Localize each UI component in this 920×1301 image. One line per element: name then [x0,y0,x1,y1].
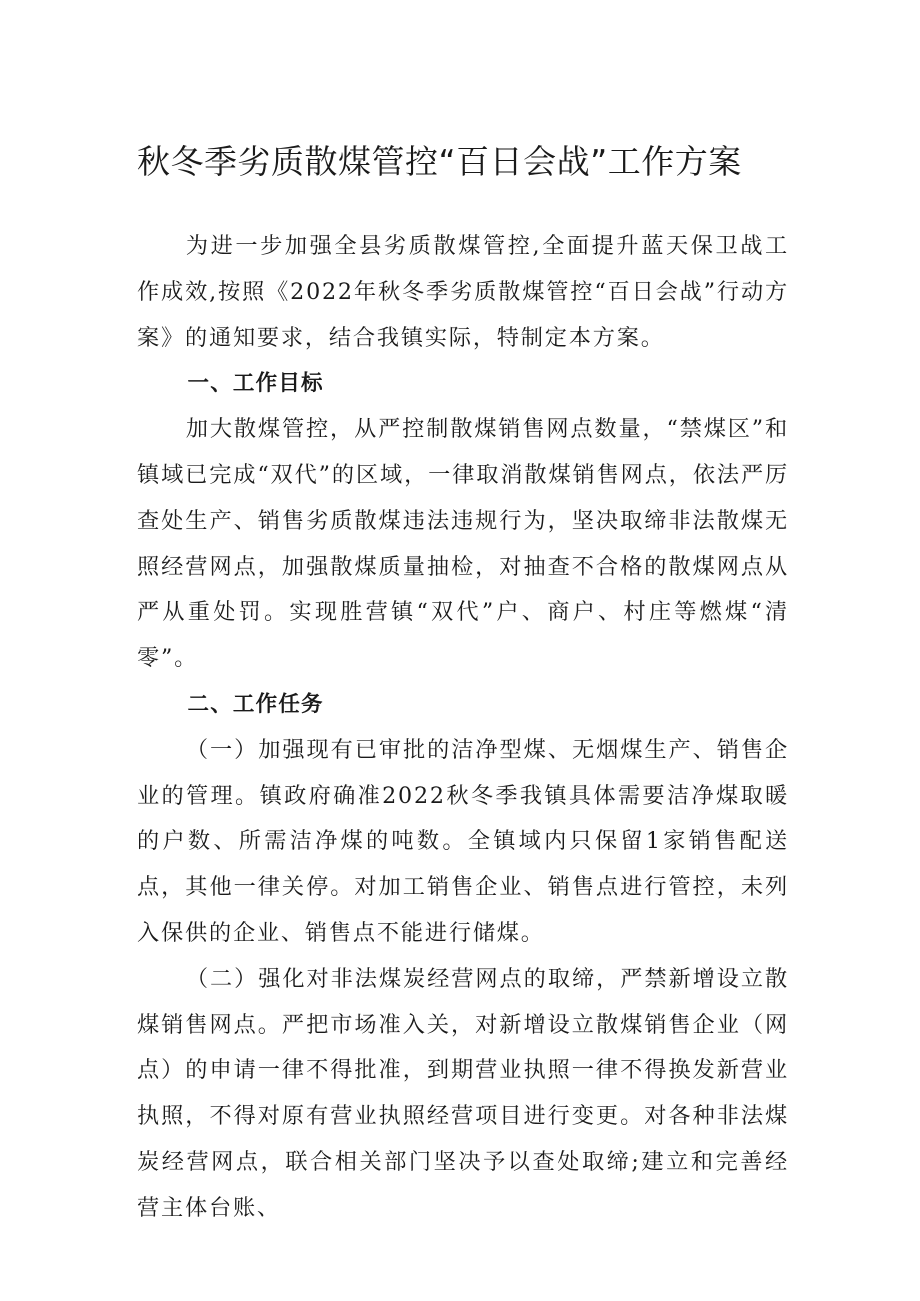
goals-paragraph: 加大散煤管控，从严控制散煤销售网点数量，“禁煤区”和镇域已完成“双代”的区域，一律取消散煤销售网点，依法严厉查处生产、销售劣质散煤违法违规行为，坚决取缔非法散煤无照经营网点，加强散煤质量抽检，对抽查不合格的散煤网点从严从重处罚。实现胜营镇“双代”户、商户、村庄等燃煤“清零”。 [137,416,789,672]
section-heading-goals: 一、工作目标 [187,371,324,397]
section-heading-tasks: 二、工作任务 [187,691,324,717]
document-title: 秋冬季劣质散煤管控“百日会战”工作方案 [137,142,742,181]
task-paragraph-2: （二）强化对非法煤炭经营网点的取缔，严禁新增设立散煤销售网点。严把市场准入关，对新增设立散煤销售企业（网点）的申请一律不得批准，到期营业执照一律不得换发新营业执照，不得对原有营业执照经营项目进行变更。对各种非法煤炭经营网点，联合相关部门坚决予以查处取缔;建立和完善经营主体台账、 [137,965,789,1221]
intro-paragraph: 为进一步加强全县劣质散煤管控,全面提升蓝天保卫战工作成效,按照《2022年秋冬季劣质散煤管控“百日会战”行动方案》的通知要求，结合我镇实际，特制定本方案。 [137,233,789,351]
task-paragraph-1: （一）加强现有已审批的洁净型煤、无烟煤生产、销售企业的管理。镇政府确准2022秋冬季我镇具体需要洁净煤取暖的户数、所需洁净煤的吨数。全镇域内只保留1家销售配送点，其他一律关停。对加工销售企业、销售点进行管控，未列入保供的企业、销售点不能进行储煤。 [137,736,789,946]
document-body [137,224,789,1232]
